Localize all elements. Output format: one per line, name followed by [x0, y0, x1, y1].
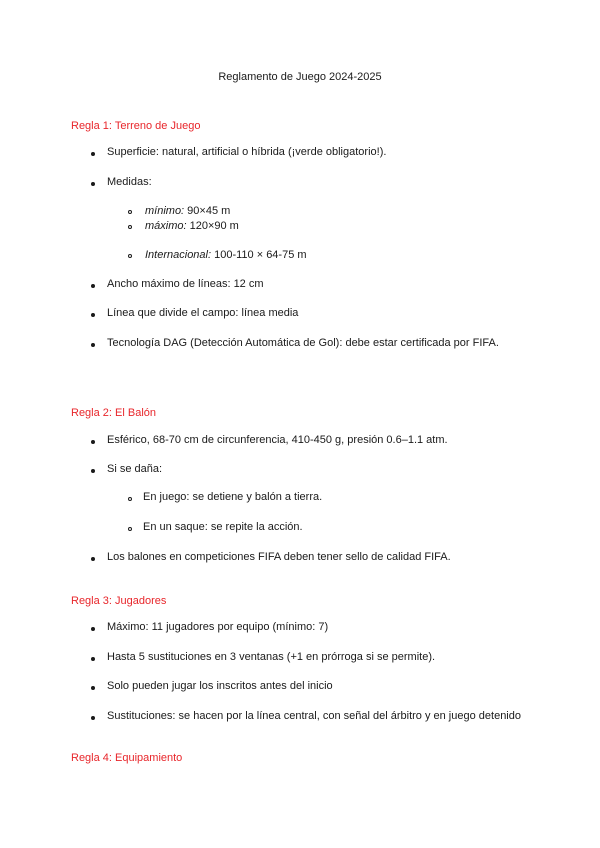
rule-3-item-max-players: Máximo: 11 jugadores por equipo (mínimo: 7): [107, 621, 329, 633]
bullet-icon: [91, 469, 95, 473]
document-title: Reglamento de Juego 2024-2025: [218, 71, 382, 83]
rule-1-sub-maximum: máximo: 120×90 m: [145, 220, 239, 232]
rule-1-sub-minimum: mínimo: 90×45 m: [145, 205, 231, 217]
rule-2-item-damaged: Si se daña:: [107, 463, 163, 475]
rule-2-item-specs: Esférico, 68-70 cm de circunferencia, 410-450 g, presión 0.6–1.1 atm.: [107, 434, 448, 446]
bullet-icon: [91, 686, 95, 690]
bullet-icon: [91, 313, 95, 317]
rule-3-item-registered: Solo pueden jugar los inscritos antes del inicio: [107, 680, 333, 692]
rule-3-item-substitutions: Hasta 5 sustituciones en 3 ventanas (+1 en prórroga si se permite).: [107, 651, 436, 663]
rule-3-heading: Regla 3: Jugadores: [71, 595, 167, 607]
rule-1-item-line-width: Ancho máximo de líneas: 12 cm: [107, 278, 264, 290]
sub-bullet-icon: [128, 497, 132, 501]
rule-2-heading: Regla 2: El Balón: [71, 407, 156, 419]
bullet-icon: [91, 440, 95, 444]
sub-bullet-icon: [128, 254, 132, 258]
bullet-icon: [91, 284, 95, 288]
sub-bullet-icon: [128, 210, 132, 214]
rule-4-heading: Regla 4: Equipamiento: [71, 752, 183, 764]
rule-3-item-sub-procedure: Sustituciones: se hacen por la línea central, con señal del árbitro y en juego detenido: [107, 710, 521, 722]
bullet-icon: [91, 657, 95, 661]
rule-2-sub-in-play: En juego: se detiene y balón a tierra.: [143, 491, 323, 503]
rule-2-sub-restart: En un saque: se repite la acción.: [143, 521, 303, 533]
bullet-icon: [91, 716, 95, 720]
rule-1-sub-international: Internacional: 100-110 × 64-75 m: [145, 249, 307, 261]
rule-2-item-fifa-seal: Los balones en competiciones FIFA deben tener sello de calidad FIFA.: [107, 551, 451, 563]
rule-1-item-surface: Superficie: natural, artificial o híbrida (¡verde obligatorio!).: [107, 146, 387, 158]
bullet-icon: [91, 182, 95, 186]
bullet-icon: [91, 557, 95, 561]
bullet-icon: [91, 627, 95, 631]
bullet-icon: [91, 343, 95, 347]
rule-1-item-goal-line-tech: Tecnología DAG (Detección Automática de Gol): debe estar certificada por FIFA.: [107, 337, 499, 349]
rule-1-item-halfway-line: Línea que divide el campo: línea media: [107, 307, 299, 319]
sub-bullet-icon: [128, 527, 132, 531]
bullet-icon: [91, 152, 95, 156]
sub-bullet-icon: [128, 225, 132, 229]
rule-1-heading: Regla 1: Terreno de Juego: [71, 120, 201, 132]
rule-1-item-measures: Medidas:: [107, 176, 152, 188]
